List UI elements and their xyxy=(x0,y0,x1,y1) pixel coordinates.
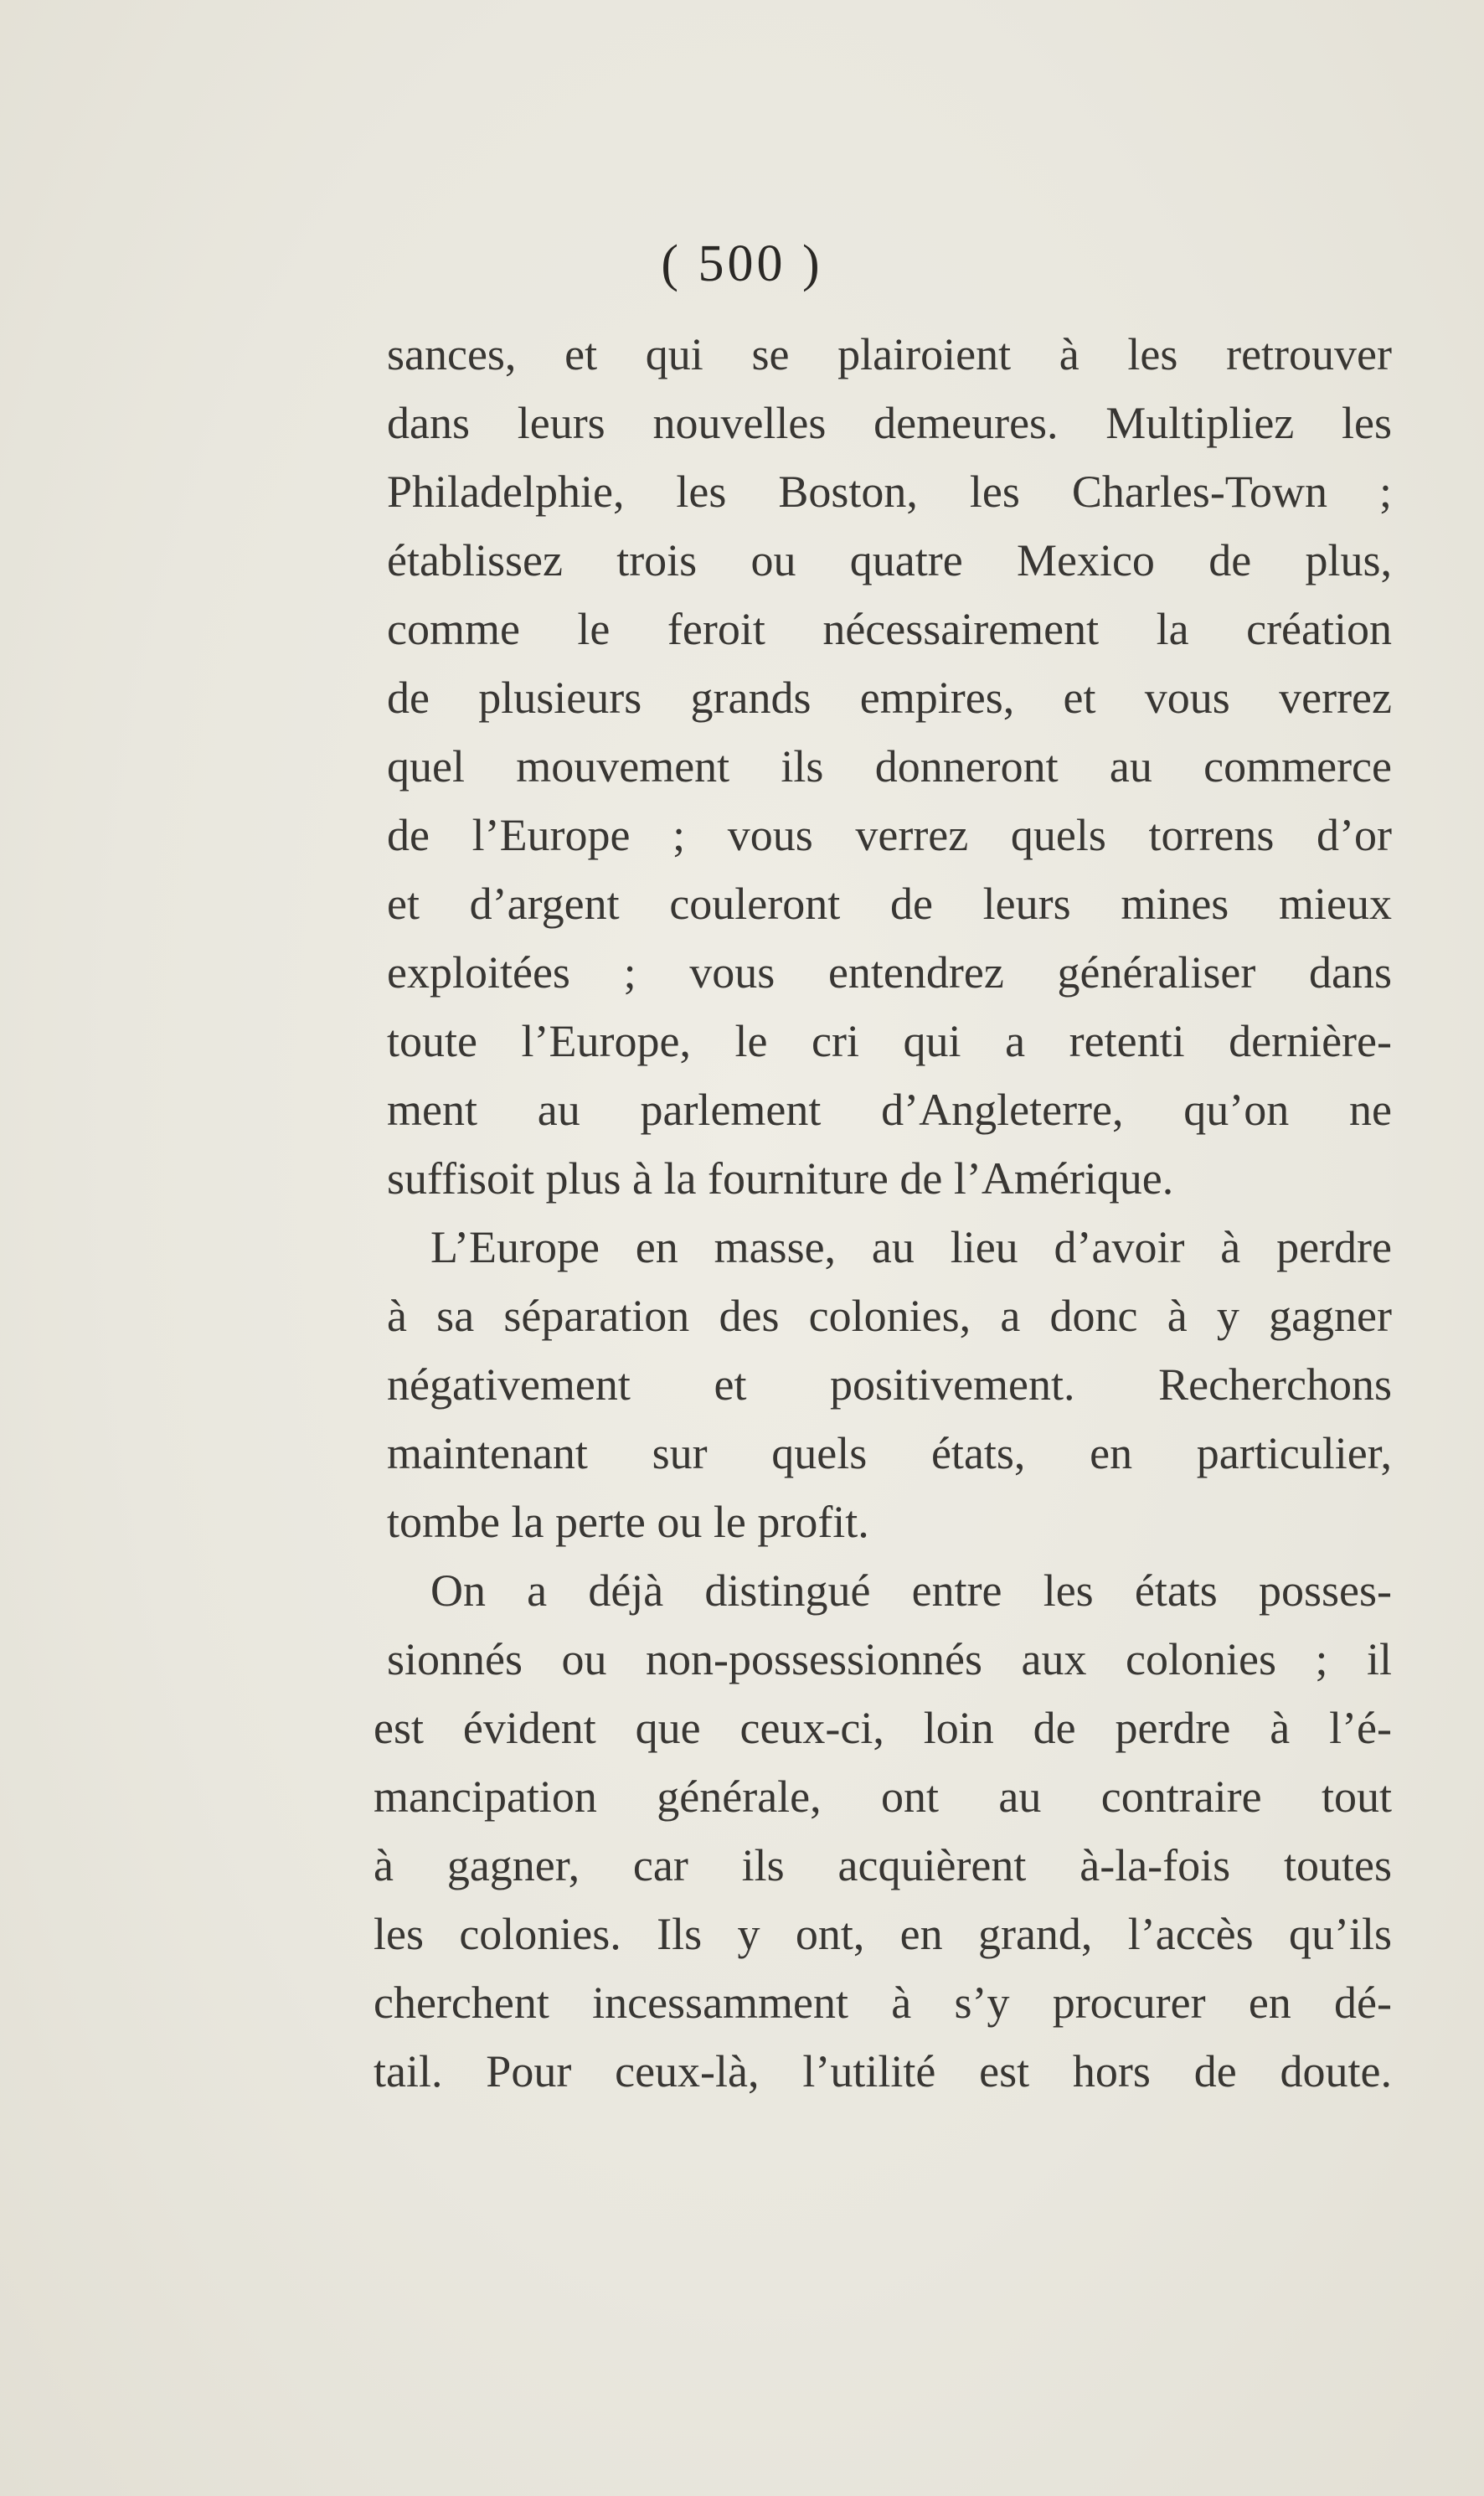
text-line: de l’Europe ; vous verrez quels torrens d’or xyxy=(387,810,1392,860)
text-line: à gagner, car ils acquièrent à-la-fois toutes xyxy=(374,1840,1392,1890)
text-line: négativement et positivement. Recherchons xyxy=(387,1359,1392,1410)
body-text xyxy=(374,320,1392,2106)
text-line: dans leurs nouvelles demeures. Multipliez les xyxy=(387,398,1392,448)
paragraph-start-line: On a déjà distingué entre les états posses- xyxy=(430,1565,1392,1616)
text-line: à sa séparation des colonies, a donc à y gagner xyxy=(387,1291,1392,1341)
text-line: comme le feroit nécessairement la création xyxy=(387,604,1392,654)
page-number: ( 500 ) xyxy=(661,235,823,292)
text-line: quel mouvement ils donneront au commerce xyxy=(387,741,1392,792)
text-line: les colonies. Ils y ont, en grand, l’accès qu’ils xyxy=(374,1909,1392,1959)
text-line: tombe la perte ou le profit. xyxy=(387,1497,869,1547)
text-line: de plusieurs grands empires, et vous verrez xyxy=(387,673,1392,723)
text-line: sionnés ou non-possessionnés aux colonies ; il xyxy=(387,1634,1392,1684)
text-line: tail. Pour ceux-là, l’utilité est hors de doute. xyxy=(374,2046,1392,2096)
text-line: maintenant sur quels états, en particulier, xyxy=(387,1428,1392,1478)
text-line: exploitées ; vous entendrez généraliser dans xyxy=(387,947,1392,998)
text-line: mancipation générale, ont au contraire tout xyxy=(374,1771,1392,1822)
text-line: sances, et qui se plairoient à les retrouver xyxy=(387,329,1392,379)
text-line: ment au parlement d’Angleterre, qu’on ne xyxy=(387,1085,1392,1135)
paragraph-start-line: L’Europe en masse, au lieu d’avoir à perdre xyxy=(430,1222,1392,1272)
text-line: et d’argent couleront de leurs mines mieux xyxy=(387,879,1392,929)
text-line: Philadelphie, les Boston, les Charles-Town ; xyxy=(387,467,1392,517)
text-line: établissez trois ou quatre Mexico de plus, xyxy=(387,535,1392,585)
text-line: cherchent incessamment à s’y procurer en dé- xyxy=(374,1978,1392,2028)
text-line: suffisoit plus à la fourniture de l’Amérique. xyxy=(387,1153,1174,1204)
text-line: toute l’Europe, le cri qui a retenti dernière- xyxy=(387,1016,1392,1066)
text-line: est évident que ceux-ci, loin de perdre à l’é- xyxy=(374,1703,1392,1753)
